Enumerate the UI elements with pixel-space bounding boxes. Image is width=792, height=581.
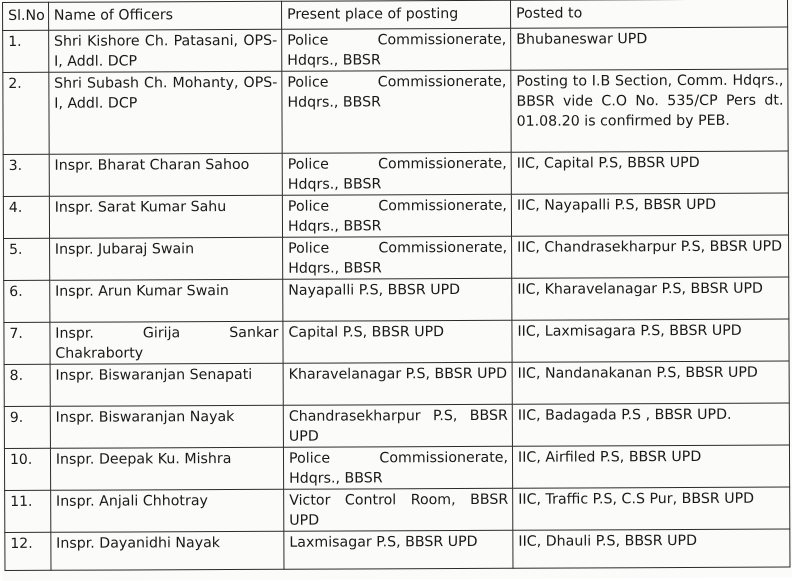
table-row — [4, 361, 789, 406]
cell-sl-no: 2. — [3, 72, 49, 154]
table-row — [3, 69, 788, 154]
cell-officer-name: Inspr. Sarat Kumar Sahu — [49, 195, 282, 238]
table-row — [3, 151, 788, 196]
cell-officer-name: Shri Kishore Ch. Patasani, OPS-I, Addl. DCP — [48, 29, 281, 72]
table-row — [4, 235, 789, 280]
cell-officer-name: Inspr. Girija Sankar Chakraborty — [50, 321, 283, 364]
header-present-posting: Present place of posting — [282, 0, 511, 29]
cell-posted-to: IIC, Capital P.S, BBSR UPD — [511, 151, 788, 194]
cell-posted-to: IIC, Dhauli P.S, BBSR UPD — [513, 529, 790, 568]
header-posted-to: Posted to — [511, 0, 788, 28]
cell-officer-name: Inspr. Bharat Charan Sahoo — [49, 153, 282, 196]
cell-posted-to: IIC, Nandanakanan P.S, BBSR UPD — [512, 361, 789, 404]
header-row — [3, 0, 788, 30]
cell-sl-no: 10. — [4, 448, 50, 490]
cell-present-posting: Police Commissionerate, Hdqrs., BBSR — [282, 70, 511, 153]
cell-officer-name: Inspr. Deepak Ku. Mishra — [50, 447, 283, 490]
cell-posted-to: IIC, Badagada P.S , BBSR UPD. — [512, 403, 789, 446]
cell-present-posting: Police Commissionerate, Hdqrs., BBSR — [283, 236, 512, 279]
table-row — [3, 193, 788, 238]
cell-officer-name: Inspr. Dayanidhi Nayak — [51, 531, 284, 570]
cell-officer-name: Inspr. Jubaraj Swain — [49, 237, 282, 280]
table-row — [5, 487, 790, 532]
cell-present-posting: Police Commissionerate, Hdqrs., BBSR — [282, 28, 511, 71]
cell-sl-no: 11. — [5, 490, 51, 532]
cell-sl-no: 4. — [3, 196, 49, 238]
cell-sl-no: 9. — [4, 406, 50, 448]
cell-sl-no: 7. — [4, 322, 50, 364]
cell-present-posting: Kharavelanagar P.S, BBSR UPD — [283, 362, 512, 405]
cell-present-posting: Police Commissionerate, Hdqrs., BBSR — [282, 152, 511, 195]
cell-officer-name: Inspr. Anjali Chhotray — [50, 489, 283, 532]
cell-sl-no: 1. — [3, 30, 49, 72]
cell-present-posting: Victor Control Room, BBSR UPD — [284, 488, 513, 531]
cell-officer-name: Inspr. Arun Kumar Swain — [50, 279, 283, 322]
cell-posted-to: IIC, Traffic P.S, C.S Pur, BBSR UPD — [513, 487, 790, 530]
cell-posted-to: IIC, Airfiled P.S, BBSR UPD — [512, 445, 789, 488]
cell-present-posting: Chandrasekharpur P.S, BBSR UPD — [283, 404, 512, 447]
cell-present-posting: Laxmisagar P.S, BBSR UPD — [284, 530, 513, 569]
cell-posted-to: IIC, Kharavelanagar P.S, BBSR UPD — [512, 277, 789, 320]
cell-present-posting: Police Commissionerate, Hdqrs., BBSR — [282, 194, 511, 237]
table-row — [3, 27, 788, 72]
cell-present-posting: Capital P.S, BBSR UPD — [283, 320, 512, 363]
cell-officer-name: Inspr. Biswaranjan Senapati — [50, 363, 283, 406]
header-officer-name: Name of Officers — [48, 1, 281, 30]
table-row — [4, 403, 789, 448]
posting-table — [2, 0, 790, 571]
cell-present-posting: Police Commissionerate, Hdqrs., BBSR — [283, 446, 512, 489]
cell-posted-to: Posting to I.B Section, Comm. Hdqrs., BBSR vide C.O No. 535/CP Pers dt. 01.08.20 is confirmed by PEB. — [511, 69, 788, 152]
cell-sl-no: 3. — [3, 154, 49, 196]
table-row — [5, 529, 790, 570]
table-row — [4, 277, 789, 322]
cell-sl-no: 6. — [4, 280, 50, 322]
cell-officer-name: Inspr. Biswaranjan Nayak — [50, 405, 283, 448]
table-row — [4, 445, 789, 490]
cell-sl-no: 8. — [4, 364, 50, 406]
cell-officer-name: Shri Subash Ch. Mohanty, OPS-I, Addl. DCP — [49, 71, 283, 154]
cell-posted-to: IIC, Nayapalli P.S, BBSR UPD — [511, 193, 788, 236]
cell-posted-to: IIC, Chandrasekharpur P.S, BBSR UPD — [512, 235, 789, 278]
cell-posted-to: IIC, Laxmisagara P.S, BBSR UPD — [512, 319, 789, 362]
table-row — [4, 319, 789, 364]
cell-present-posting: Nayapalli P.S, BBSR UPD — [283, 278, 512, 321]
cell-sl-no: 12. — [5, 532, 51, 570]
cell-sl-no: 5. — [4, 238, 50, 280]
cell-posted-to: Bhubaneswar UPD — [511, 27, 788, 70]
header-sl-no: Sl.No — [3, 2, 49, 30]
